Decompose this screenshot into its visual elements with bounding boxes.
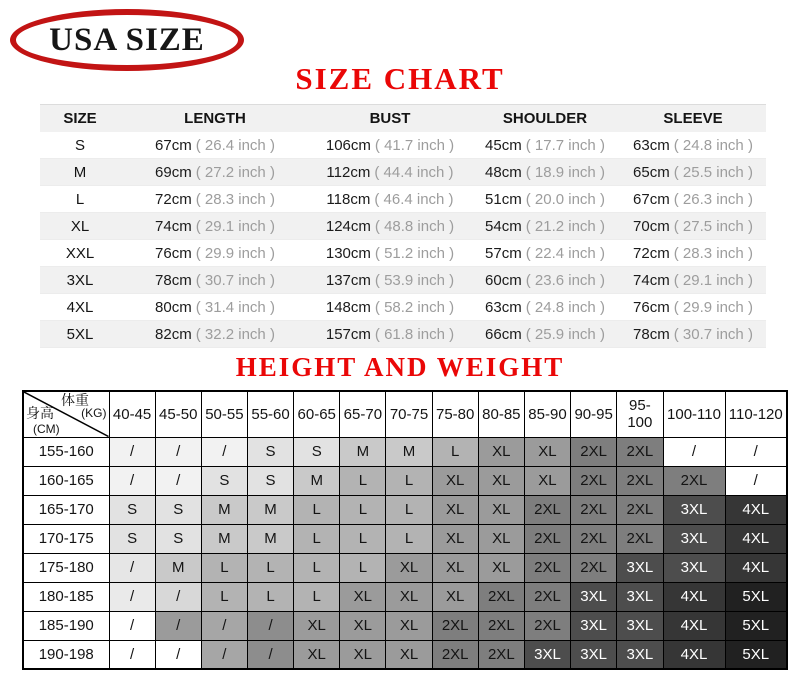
measurement-inch: ( 25.5 inch ) [673,163,753,181]
measurement-cell [120,321,310,348]
measurement-inch: ( 23.6 inch ) [525,271,605,289]
measurement-cm: 78cm [155,271,192,289]
recommended-size-cell: XL [432,553,478,582]
measurement-inch: ( 29.9 inch ) [673,298,753,316]
recommended-size-cell: / [201,437,247,466]
recommended-size-cell: XL [478,495,524,524]
recommended-size-cell: 3XL [524,640,570,669]
recommended-size-cell: / [155,640,201,669]
recommended-size-cell: L [201,553,247,582]
measurement-inch: ( 29.1 inch ) [195,217,275,235]
recommended-size-cell: L [340,495,386,524]
recommended-size-cell: S [155,524,201,553]
measurement-inch: ( 61.8 inch ) [374,325,455,343]
recommended-size-cell: 4XL [663,611,725,640]
measurement-cell [120,186,310,213]
measurement-cm: 76cm [633,298,670,316]
measurement-inch: ( 51.2 inch ) [374,244,455,262]
measurement-cell [310,240,470,267]
measurement-inch: ( 58.2 inch ) [374,298,455,316]
height-weight-header-row [23,391,787,437]
weight-range-header: 95-100 [617,391,663,437]
recommended-size-cell: L [340,553,386,582]
recommended-size-cell: 2XL [478,611,524,640]
recommended-size-cell: XL [432,495,478,524]
measurement-inch: ( 29.9 inch ) [195,244,275,262]
height-weight-row [23,582,787,611]
measurement-cell [120,267,310,294]
recommended-size-cell: 3XL [571,611,617,640]
measurement-inch: ( 17.7 inch ) [525,136,605,154]
recommended-size-cell: S [201,466,247,495]
size-chart-row [40,294,766,321]
measurement-cm: 148cm [325,298,371,316]
recommended-size-cell: XL [432,582,478,611]
recommended-size-cell: XL [386,553,432,582]
weight-range-header: 75-80 [432,391,478,437]
recommended-size-cell: 4XL [725,495,787,524]
measurement-cell [620,186,766,213]
recommended-size-cell: L [247,553,293,582]
recommended-size-cell: 4XL [725,553,787,582]
size-chart-column-header: BUST [310,105,470,133]
measurement-cm: 67cm [633,190,670,208]
size-chart-row [40,132,766,159]
weight-range-header: 110-120 [725,391,787,437]
measurement-cm: 48cm [485,163,522,181]
measurement-inch: ( 18.9 inch ) [525,163,605,181]
height-weight-title: HEIGHT AND WEIGHT [235,352,565,382]
measurement-cm: 82cm [155,325,192,343]
recommended-size-cell: / [109,640,155,669]
recommended-size-cell: XL [478,466,524,495]
height-range-label: 160-165 [23,466,109,495]
weight-range-header: 45-50 [155,391,201,437]
recommended-size-cell: / [725,437,787,466]
measurement-inch: ( 30.7 inch ) [673,325,753,343]
recommended-size-cell: 3XL [663,495,725,524]
size-chart-column-header: SIZE [40,105,120,133]
weight-range-header: 60-65 [294,391,340,437]
size-label-cell: M [73,163,87,181]
measurement-cell [470,186,620,213]
measurement-inch: ( 28.3 inch ) [195,190,275,208]
recommended-size-cell: L [386,524,432,553]
recommended-size-cell: M [340,437,386,466]
recommended-size-cell: / [109,437,155,466]
corner-height-label: 身高 [26,405,54,421]
recommended-size-cell: 2XL [524,582,570,611]
recommended-size-cell: XL [340,582,386,611]
recommended-size-cell: L [340,466,386,495]
measurement-cm: 137cm [325,271,371,289]
height-range-label: 175-180 [23,553,109,582]
recommended-size-cell: 3XL [571,640,617,669]
measurement-cell [120,159,310,186]
recommended-size-cell: M [247,495,293,524]
measurement-cell [620,321,766,348]
recommended-size-cell: S [109,524,155,553]
recommended-size-cell: XL [294,611,340,640]
size-label-cell: XL [70,217,90,235]
measurement-cell [620,132,766,159]
recommended-size-cell: 4XL [663,582,725,611]
recommended-size-cell: XL [478,437,524,466]
recommended-size-cell: / [725,466,787,495]
weight-range-header: 55-60 [247,391,293,437]
recommended-size-cell: / [247,611,293,640]
measurement-inch: ( 32.2 inch ) [195,325,275,343]
recommended-size-cell: XL [340,640,386,669]
recommended-size-cell: XL [294,640,340,669]
height-range-label: 155-160 [23,437,109,466]
recommended-size-cell: XL [432,524,478,553]
measurement-inch: ( 53.9 inch ) [374,271,455,289]
measurement-cm: 57cm [485,244,522,262]
recommended-size-cell: / [201,640,247,669]
size-chart-body [40,132,766,348]
size-chart-table [40,104,766,348]
recommended-size-cell: / [663,437,725,466]
recommended-size-cell: S [109,495,155,524]
height-weight-row [23,553,787,582]
recommended-size-cell: 5XL [725,611,787,640]
measurement-inch: ( 41.7 inch ) [374,136,455,154]
measurement-cell [470,267,620,294]
recommended-size-cell: / [109,582,155,611]
measurement-cell [620,267,766,294]
measurement-inch: ( 25.9 inch ) [525,325,605,343]
height-weight-row [23,611,787,640]
measurement-cell [310,321,470,348]
size-label-cell: XXL [65,244,95,262]
recommended-size-cell: 3XL [663,524,725,553]
size-chart-row [40,213,766,240]
measurement-cell [470,294,620,321]
recommended-size-cell: 2XL [478,582,524,611]
measurement-inch: ( 30.7 inch ) [195,271,275,289]
recommended-size-cell: / [247,640,293,669]
recommended-size-cell: L [294,553,340,582]
corner-weight-label: 体重 [61,392,89,408]
size-chart-title: SIZE CHART [295,61,505,96]
recommended-size-cell: 4XL [725,524,787,553]
recommended-size-cell: XL [478,553,524,582]
measurement-inch: ( 48.8 inch ) [374,217,455,235]
measurement-cell [470,132,620,159]
recommended-size-cell: L [340,524,386,553]
measurement-cell [310,294,470,321]
height-weight-row [23,495,787,524]
measurement-cell [310,159,470,186]
size-chart-header [40,105,766,133]
measurement-cell [310,213,470,240]
recommended-size-cell: L [386,495,432,524]
measurement-cm: 76cm [155,244,192,262]
recommended-size-cell: 3XL [617,553,663,582]
measurement-cm: 51cm [485,190,522,208]
recommended-size-cell: S [247,466,293,495]
measurement-inch: ( 29.1 inch ) [673,271,753,289]
height-range-label: 165-170 [23,495,109,524]
recommended-size-cell: XL [386,611,432,640]
measurement-inch: ( 26.3 inch ) [673,190,753,208]
size-chart-row [40,321,766,348]
recommended-size-cell: S [294,437,340,466]
recommended-size-cell: 4XL [663,640,725,669]
corner-height-unit: (CM) [33,421,60,436]
recommended-size-cell: 2XL [432,640,478,669]
measurement-cm: 74cm [633,271,670,289]
measurement-cm: 72cm [633,244,670,262]
measurement-inch: ( 20.0 inch ) [525,190,605,208]
recommended-size-cell: S [155,495,201,524]
size-chart-row [40,267,766,294]
recommended-size-cell: XL [524,437,570,466]
height-weight-body [23,437,787,669]
measurement-cell [620,159,766,186]
recommended-size-cell: 2XL [524,524,570,553]
corner-weight-unit: (KG) [81,406,107,420]
recommended-size-cell: M [294,466,340,495]
weight-range-header: 65-70 [340,391,386,437]
measurement-cm: 112cm [326,163,371,181]
weight-range-header: 70-75 [386,391,432,437]
recommended-size-cell: XL [432,466,478,495]
recommended-size-cell: 3XL [571,582,617,611]
measurement-cm: 63cm [485,298,522,316]
recommended-size-cell: 2XL [571,466,617,495]
height-weight-table [22,390,788,670]
recommended-size-cell: / [109,466,155,495]
measurement-inch: ( 27.2 inch ) [195,163,275,181]
corner-cell [23,391,109,437]
weight-range-header: 80-85 [478,391,524,437]
size-label-cell: 5XL [66,325,94,343]
recommended-size-cell: / [155,437,201,466]
recommended-size-cell: 3XL [617,582,663,611]
recommended-size-cell: 3XL [617,611,663,640]
measurement-cm: 118cm [326,190,371,208]
measurement-cell [470,321,620,348]
recommended-size-cell: 2XL [571,553,617,582]
recommended-size-cell: XL [340,611,386,640]
measurement-cm: 70cm [633,217,670,235]
measurement-cell [310,186,470,213]
height-weight-row [23,466,787,495]
size-chart-row [40,240,766,267]
weight-range-header: 40-45 [109,391,155,437]
size-chart-row [40,186,766,213]
measurement-inch: ( 44.4 inch ) [374,163,454,181]
recommended-size-cell: / [155,611,201,640]
measurement-inch: ( 22.4 inch ) [525,244,605,262]
measurement-cell [120,294,310,321]
measurement-cell [470,213,620,240]
recommended-size-cell: / [155,582,201,611]
measurement-cm: 78cm [633,325,670,343]
weight-range-header: 50-55 [201,391,247,437]
measurement-inch: ( 28.3 inch ) [673,244,753,262]
measurement-cm: 69cm [155,163,192,181]
measurement-cm: 67cm [155,136,192,154]
measurement-inch: ( 27.5 inch ) [673,217,753,235]
weight-range-header: 90-95 [571,391,617,437]
measurement-cell [620,294,766,321]
size-label-cell: 4XL [66,298,94,316]
measurement-cm: 54cm [485,217,522,235]
recommended-size-cell: / [109,553,155,582]
weight-range-header: 85-90 [524,391,570,437]
recommended-size-cell: 2XL [663,466,725,495]
recommended-size-cell: 5XL [725,582,787,611]
recommended-size-cell: L [294,524,340,553]
recommended-size-cell: XL [478,524,524,553]
recommended-size-cell: / [155,466,201,495]
recommended-size-cell: / [201,611,247,640]
size-chart-column-header: SLEEVE [620,105,766,133]
height-weight-row [23,437,787,466]
recommended-size-cell: 2XL [478,640,524,669]
measurement-cm: 45cm [485,136,522,154]
measurement-cell [120,213,310,240]
measurement-cm: 65cm [633,163,670,181]
recommended-size-cell: 2XL [571,495,617,524]
recommended-size-cell: 5XL [725,640,787,669]
height-weight-row [23,640,787,669]
height-weight-header [23,391,787,437]
measurement-cm: 106cm [325,136,371,154]
measurement-cm: 80cm [155,298,192,316]
measurement-cm: 124cm [325,217,371,235]
measurement-cell [620,213,766,240]
height-weight-row [23,524,787,553]
recommended-size-cell: L [386,466,432,495]
recommended-size-cell: 3XL [663,553,725,582]
recommended-size-cell: 3XL [617,640,663,669]
recommended-size-cell: 2XL [617,524,663,553]
measurement-cell [620,240,766,267]
recommended-size-cell: L [201,582,247,611]
measurement-inch: ( 26.4 inch ) [195,136,275,154]
recommended-size-cell: S [247,437,293,466]
measurement-cm: 63cm [633,136,670,154]
measurement-cm: 72cm [155,190,192,208]
recommended-size-cell: 2XL [571,437,617,466]
measurement-cm: 60cm [485,271,522,289]
recommended-size-cell: XL [386,640,432,669]
height-range-label: 180-185 [23,582,109,611]
recommended-size-cell: L [294,582,340,611]
measurement-inch: ( 31.4 inch ) [195,298,275,316]
recommended-size-cell: L [432,437,478,466]
measurement-cell [470,159,620,186]
measurement-inch: ( 21.2 inch ) [525,217,605,235]
measurement-cm: 157cm [325,325,371,343]
measurement-inch: ( 46.4 inch ) [374,190,454,208]
recommended-size-cell: M [247,524,293,553]
recommended-size-cell: XL [524,466,570,495]
measurement-cm: 66cm [485,325,522,343]
recommended-size-cell: 2XL [524,495,570,524]
size-chart-column-header: SHOULDER [470,105,620,133]
recommended-size-cell: M [201,524,247,553]
height-range-label: 185-190 [23,611,109,640]
recommended-size-cell: 2XL [524,611,570,640]
recommended-size-cell: 2XL [617,437,663,466]
recommended-size-cell: 2XL [432,611,478,640]
recommended-size-cell: / [109,611,155,640]
recommended-size-cell: M [155,553,201,582]
size-label-cell: 3XL [66,271,94,289]
recommended-size-cell: L [247,582,293,611]
recommended-size-cell: 2XL [571,524,617,553]
size-label-cell: S [74,136,85,154]
size-chart-row [40,159,766,186]
measurement-cell [470,240,620,267]
height-range-label: 190-198 [23,640,109,669]
measurement-cm: 130cm [325,244,371,262]
measurement-cell [120,240,310,267]
measurement-cell [120,132,310,159]
measurement-cell [310,267,470,294]
recommended-size-cell: XL [386,582,432,611]
recommended-size-cell: 2XL [617,466,663,495]
measurement-inch: ( 24.8 inch ) [673,136,753,154]
size-chart-column-header: LENGTH [120,105,310,133]
measurement-inch: ( 24.8 inch ) [525,298,605,316]
weight-range-header: 100-110 [663,391,725,437]
size-label-cell: L [75,190,85,208]
recommended-size-cell: L [294,495,340,524]
recommended-size-cell: M [386,437,432,466]
usa-size-label: USA SIZE [49,21,205,58]
measurement-cell [310,132,470,159]
recommended-size-cell: 2XL [524,553,570,582]
measurement-cm: 74cm [155,217,192,235]
height-range-label: 170-175 [23,524,109,553]
size-chart-header-row [40,105,766,133]
recommended-size-cell: 2XL [617,495,663,524]
recommended-size-cell: M [201,495,247,524]
